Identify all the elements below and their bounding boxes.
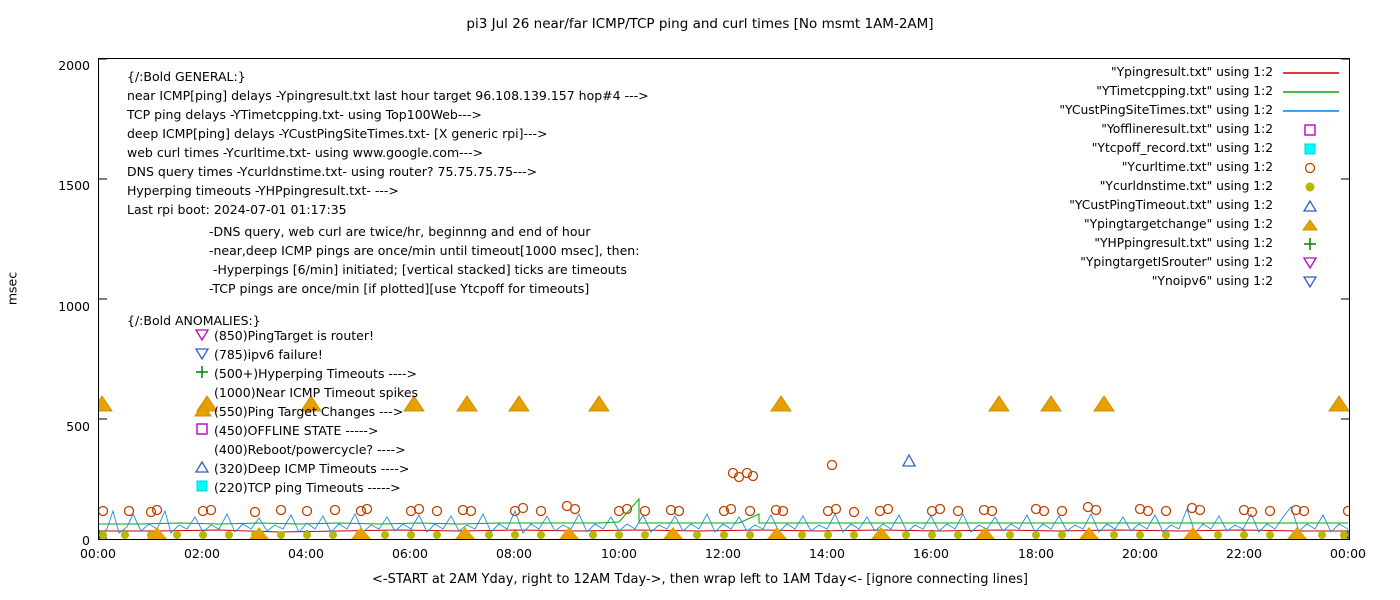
general-header: {/:Bold GENERAL:} [127,69,246,84]
legend-label-ycurltime: "Ycurltime.txt" using 1:2 [1121,160,1274,174]
general-line-3: web curl times -Ycurltime.txt- using www.google.com---> [127,145,484,160]
ping-target-router-icon [194,328,214,344]
hyperping-timeout-icon [194,365,214,381]
general-line-1: TCP ping delays -YTimetcpping.txt- using Top100Web---> [127,107,482,122]
x-tick-3: 06:00 [391,546,429,561]
legend-label-ypingresult: "Ypingresult.txt" using 1:2 [1110,65,1274,79]
general-sub-line-1: -near,deep ICMP pings are once/min until timeout[1000 msec], then: [209,243,640,258]
legend [899,65,1339,293]
legend-item-ytcpoff-record [899,141,1339,160]
legend-item-ytimetcpping [899,84,1339,103]
x-tick-0: 00:00 [79,546,117,561]
x-tick-6: 12:00 [704,546,742,561]
legend-item-yofflineresult [899,122,1339,141]
legend-item-yhppingresult [899,236,1339,255]
legend-item-ycurldnstime [899,179,1339,198]
general-sub-line-2: -Hyperpings [6/min] initiated; [vertical stacked] ticks are timeouts [209,262,627,277]
x-tick-8: 16:00 [912,546,950,561]
legend-key-ytimetcpping [1283,86,1339,98]
x-tick-9: 18:00 [1017,546,1055,561]
general-line-5: Hyperping timeouts -YHPpingresult.txt- ---> [127,183,399,198]
x-tick-7: 14:00 [808,546,846,561]
legend-key-ycurltime [1283,162,1339,174]
anomalies-header: {/:Bold ANOMALIES:} [127,313,261,328]
legend-item-ypingresult [899,65,1339,84]
y-tick-2000: 2000 [58,58,90,73]
legend-key-ycustpingsitetimes [1283,105,1339,117]
legend-label-ynoipv6: "Ynoipv6" using 1:2 [1151,274,1274,288]
anomaly-text-0: (850)PingTarget is router! [214,328,374,343]
legend-key-ypingtargetisrouter [1283,257,1339,269]
offline-state-icon [195,422,215,438]
legend-key-ynoipv6 [1283,276,1339,288]
legend-item-ypingtargetisrouter [899,255,1339,274]
y-axis-label: msec [4,271,20,306]
general-sub-line-3: -TCP pings are once/min [if plotted][use Ytcpoff for timeouts] [209,281,590,296]
general-line-0: near ICMP[ping] delays -Ypingresult.txt last hour target 96.108.139.157 hop#4 ---> [127,88,649,103]
general-line-4: DNS query times -Ycurldnstime.txt- using router? 75.75.75.75---> [127,164,538,179]
anomaly-text-2: (500+)Hyperping Timeouts ----> [214,366,417,381]
x-tick-2: 04:00 [287,546,325,561]
legend-key-ypingresult [1283,67,1339,79]
plot-area [98,58,1350,540]
y-tick-500: 500 [66,419,90,434]
legend-item-ycustpingtimeout [899,198,1339,217]
legend-key-yhppingresult [1283,238,1339,250]
legend-label-ycustpingtimeout: "YCustPingTimeout.txt" using 1:2 [1069,198,1274,212]
legend-item-ynoipv6 [899,274,1339,293]
x-tick-10: 20:00 [1121,546,1159,561]
x-tick-4: 08:00 [495,546,533,561]
y-tick-1000: 1000 [58,299,90,314]
chart-title: pi3 Jul 26 near/far ICMP/TCP ping and curl times [No msmt 1AM-2AM] [466,16,934,32]
x-tick-12: 00:00 [1329,546,1367,561]
tcp-ping-timeout-icon [195,479,215,495]
general-sub-line-0: -DNS query, web curl are twice/hr, beginnng and end of hour [209,224,591,239]
general-line-2: deep ICMP[ping] delays -YCustPingSiteTimes.txt- [X generic rpi]---> [127,126,548,141]
legend-key-ycustpingtimeout [1283,200,1339,212]
legend-label-ypingtargetchange: "Ypingtargetchange" using 1:2 [1083,217,1274,231]
legend-key-ypingtargetchange [1283,219,1339,231]
legend-label-yofflineresult: "Yofflineresult.txt" using 1:2 [1101,122,1274,136]
x-tick-1: 02:00 [183,546,221,561]
x-axis-label: <-START at 2AM Yday, right to 12AM Tday->, then wrap left to 1AM Tday<- [ignore connecting lines] [372,572,1028,587]
legend-item-ycustpingsitetimes [899,103,1339,122]
deep-icmp-timeout-icon [194,460,214,476]
anomaly-text-7: (320)Deep ICMP Timeouts ----> [214,461,410,476]
ping-target-change-icon [194,403,214,419]
legend-key-yofflineresult [1283,124,1339,136]
legend-key-ytcpoff-record [1283,143,1339,155]
legend-label-ycustpingsitetimes: "YCustPingSiteTimes.txt" using 1:2 [1059,103,1274,117]
anomaly-text-5: (450)OFFLINE STATE -----> [214,423,379,438]
legend-label-yhppingresult: "YHPpingresult.txt" using 1:2 [1094,236,1274,250]
ipv6-failure-icon [194,347,214,363]
anomaly-text-6: (400)Reboot/powercycle? ----> [214,442,406,457]
legend-label-ytcpoff-record: "Ytcpoff_record.txt" using 1:2 [1091,141,1274,155]
legend-key-ycurldnstime [1283,181,1339,193]
anomaly-text-4: (550)Ping Target Changes ---> [214,404,404,419]
x-tick-5: 10:00 [600,546,638,561]
legend-label-ytimetcpping: "YTimetcpping.txt" using 1:2 [1096,84,1274,98]
legend-item-ycurltime [899,160,1339,179]
x-tick-11: 22:00 [1225,546,1263,561]
legend-item-ypingtargetchange [899,217,1339,236]
anomaly-text-8: (220)TCP ping Timeouts -----> [214,480,401,495]
y-tick-0: 0 [82,533,90,548]
legend-label-ypingtargetisrouter: "YpingtargetISrouter" using 1:2 [1080,255,1274,269]
legend-label-ycurldnstime: "Ycurldnstime.txt" using 1:2 [1099,179,1274,193]
general-line-6: Last rpi boot: 2024-07-01 01:17:35 [127,202,347,217]
anomaly-text-3: (1000)Near ICMP Timeout spikes [214,385,419,400]
y-tick-1500: 1500 [58,178,90,193]
anomaly-text-1: (785)ipv6 failure! [214,347,323,362]
